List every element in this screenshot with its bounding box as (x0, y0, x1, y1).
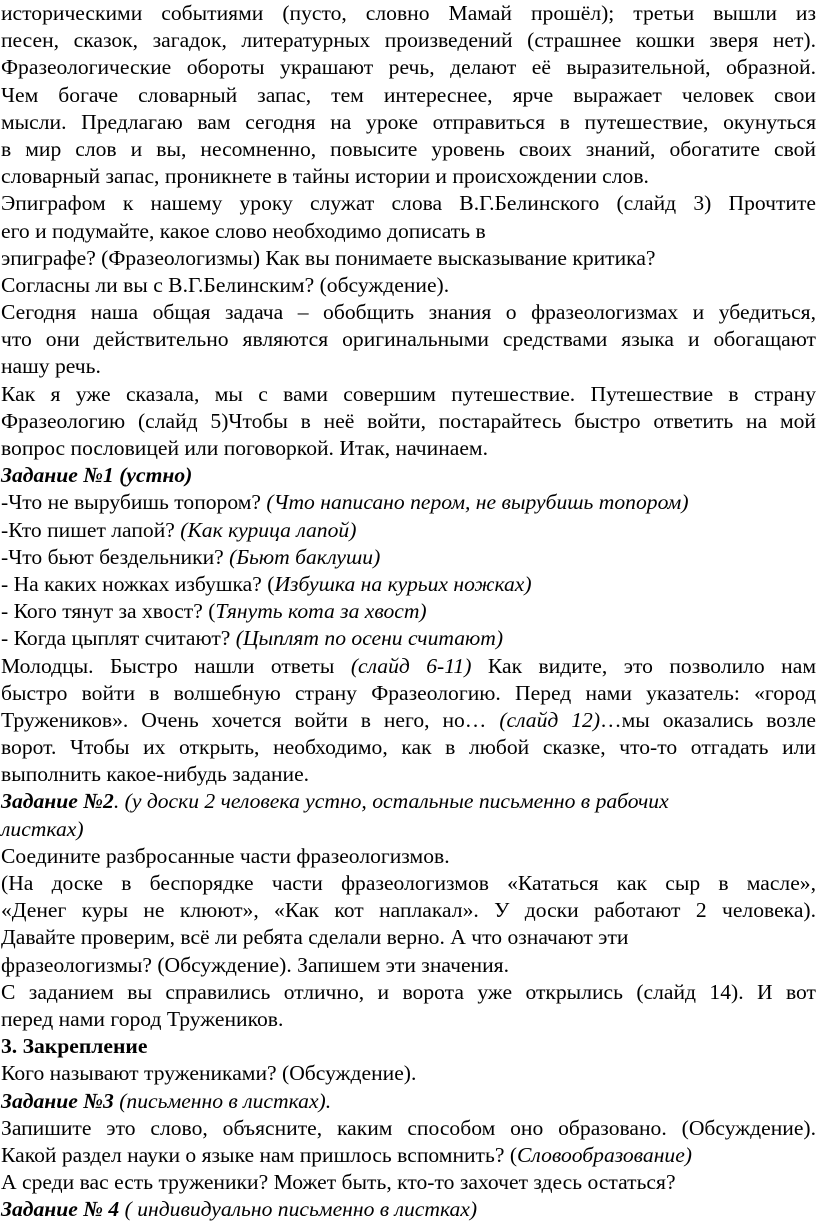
paragraph-line: С заданием вы справились отлично, и ворота уже открылись (слайд 14). И вот (1, 979, 816, 1004)
paragraph-line: ворот. Чтобы их открыть, необходимо, как в любой сказке, что-то отгадать или (1, 735, 816, 760)
answer: (Как курица лапой) (180, 517, 357, 542)
task-2-note: . (у доски 2 человека устно, остальные письменно в рабочих (113, 789, 669, 814)
question: -Что не вырубишь топором? (1, 490, 267, 515)
answer: Словообразование) (517, 1142, 692, 1167)
paragraph-line: выполнить какое-нибудь задание. (1, 762, 310, 787)
text-run: …мы оказались возле (600, 707, 816, 732)
paragraph-line: быстро войти в волшебную страну Фразеологию. Перед нами указатель: «город (1, 680, 816, 705)
task-2-heading (1, 788, 816, 815)
paragraph-line: (На доске в беспорядке части фразеологизмов «Кататься как сыр в масле», (1, 871, 816, 895)
paragraph-line: песен, сказок, загадок, литературных произведений (страшнее кошки зверя нет). (1, 28, 816, 53)
paragraph-line: Согласны ли вы с В.Г.Белинским? (обсуждение). (1, 272, 450, 297)
paragraph-line (1, 653, 816, 680)
question: - Кого тянут за хвост? ( (1, 599, 216, 624)
task-1-item (1, 544, 816, 571)
paragraph-line: Запишите это слово, объясните, каким способом оно образовано. (Обсуждение). (1, 1115, 816, 1140)
paragraph-line: словарный запас, проникнете в тайны истории и происхождении слов. (1, 164, 649, 189)
task-1-item (1, 625, 816, 652)
answer: (Что написано пером, не вырубишь топором) (266, 490, 689, 515)
paragraph-line: Давайте проверим, всё ли ребята сделали верно. А что означают эти (1, 925, 629, 950)
paragraph-line (1, 707, 816, 734)
task-2-title: Задание №2 (1, 789, 114, 814)
paragraph-line: вопрос пословицей или поговоркой. Итак, начинаем. (1, 436, 488, 460)
answer: (Бьют баклуши) (229, 544, 381, 569)
slide-reference: (слайд 6-11) (350, 653, 472, 678)
task-1-heading: Задание №1 (устно) (1, 463, 193, 488)
question: -Что бьют бездельники? (1, 544, 230, 569)
paragraph-line: А среди вас есть труженики? Может быть, кто-то захочет здесь остаться? (1, 1170, 676, 1195)
slide-reference: (слайд 12) (499, 707, 601, 732)
paragraph-line: мысли. Предлагаю вам сегодня на уроке отправиться в путешествие, окунуться (1, 109, 816, 134)
task-3-title: Задание №3 (1, 1088, 114, 1113)
paragraph-line: «Денег куры не клюют», «Как кот наплакал». У доски работают 2 человека). (1, 898, 816, 923)
question: - На каких ножках избушка? ( (1, 571, 275, 596)
answer: (Цыплят по осени считают) (235, 626, 504, 651)
paragraph-line: что они действительно являются оригинальными средствами языка и обогащают (1, 327, 816, 352)
paragraph-line: эпиграфе? (Фразеологизмы) Как вы понимаете высказывание критика? (1, 245, 656, 270)
task-3-note: (письменно в листках). (113, 1088, 332, 1113)
task-4-title: Задание № 4 (1, 1197, 120, 1222)
paragraph-line: Как я уже сказала, мы с вами совершим путешествие. Путешествие в страну (1, 381, 816, 406)
task-4-heading (1, 1196, 816, 1223)
task-1-item (1, 517, 816, 544)
section-3-heading: 3. Закрепление (1, 1034, 148, 1059)
paragraph-line: Эпиграфом к нашему уроку служат слова В.Г.Белинского (слайд 3) Прочтите (1, 191, 816, 216)
answer: Избушка на курьих ножках) (274, 571, 532, 596)
paragraph-line: Сегодня наша общая задача – обобщить знания о фразеологизмах и убедиться, (1, 300, 816, 325)
task-3-heading (1, 1088, 816, 1115)
text-run: Как видите, это позволило нам (471, 653, 816, 678)
paragraph-line: Соедините разбросанные части фразеологизмов. (1, 843, 450, 868)
answer: Тянуть кота за хвост) (215, 599, 427, 624)
question: - Когда цыплят считают? (1, 626, 236, 651)
text-run: Молодцы. Быстро нашли ответы (1, 653, 351, 678)
task-4-note: ( индивидуально письменно в листках) (119, 1197, 478, 1222)
paragraph-line: Кого называют тружениками? (Обсуждение). (1, 1061, 417, 1086)
question: -Кто пишет лапой? (1, 517, 181, 542)
paragraph-line: Чем богаче словарный запас, тем интереснее, ярче выражает человек свои (1, 82, 816, 107)
paragraph-line: в мир слов и вы, несомненно, повысите уровень своих знаний, обогатите свой (1, 136, 816, 161)
paragraph-line: перед нами город Тружеников. (1, 1006, 284, 1031)
paragraph-line: Фразеологию (слайд 5)Чтобы в неё войти, постарайтесь быстро ответить на мой (1, 408, 816, 433)
task-1-item (1, 571, 816, 598)
task-2-note-cont: листках) (1, 816, 84, 841)
task-1-item (1, 598, 816, 625)
paragraph-line: историческими событиями (пусто, словно Мамай прошёл); третьи вышли из (1, 1, 816, 25)
paragraph-line: фразеологизмы? (Обсуждение). Запишем эти значения. (1, 952, 509, 977)
paragraph-line: нашу речь. (1, 354, 101, 379)
task-1-item (1, 489, 816, 516)
text-run: Тружеников». Очень хочется войти в него, но… (1, 707, 500, 732)
text-run: Какой раздел науки о языке нам пришлось вспомнить? ( (1, 1142, 518, 1167)
paragraph-line (1, 1142, 816, 1169)
paragraph-line: его и подумайте, какое слово необходимо дописать в (1, 218, 486, 243)
paragraph-line: Фразеологические обороты украшают речь, делают её выразительной, образной. (1, 55, 816, 80)
